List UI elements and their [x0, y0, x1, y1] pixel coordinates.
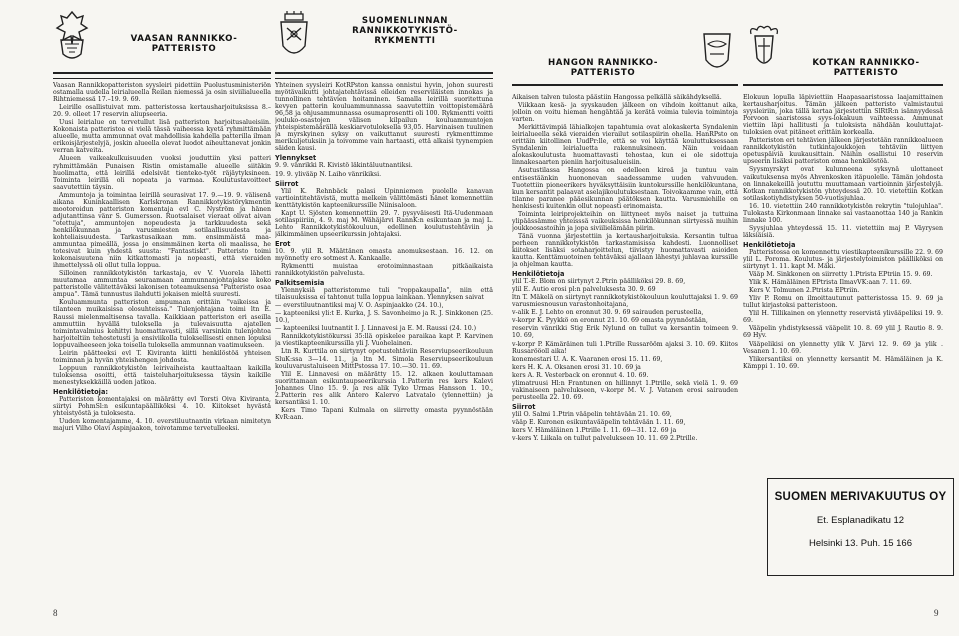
section-heading: Erot: [275, 239, 291, 248]
paragraph: Merkittävimpiä lähialkojen tapahtumia ovat alokaskerta Syndalenin leirialueella sekä vieraiden vierailut sotilaspiirin ohella. HanRPsto on erittäin kiitollinen UudPr:lle, että se voi käyttää kouluttuksessaan Syndalenin leirialuetta rakennuksineen. Näin voidaan alokaskoulutusta huomattavasti tehostaa, kun ei ole sidottuja linnakesaarten pieniin harjoitusalueisiin.: [512, 124, 738, 167]
section-header: [512, 6, 738, 82]
paragraph: Ltn R. Kurttila on siirtynyt opetustehtäviin Reserviupseerikouluun SluK:ssa 3—14. 11., ja ltn M. Simola Reserviupseerikouluun kouluvarustaluiseen MittPstossa 17. 10.—30. 11. 69.: [275, 348, 493, 370]
paragraph: Ylil E. Linnavesi on määrätty 15. 12. alkaen kouluttamaan suorittamaan esikuntaupseerikurssia 1.Patterin res kers Kalevi Johannes Uino 15. 9. ja res alik Tyko Urmas Hansson 1. 10., 2.Patterin res alik Antero Kalervo Latvatalo (ylennettiin) ja kersantiksi 1. 10.: [275, 370, 493, 406]
page-number-right: 9: [934, 608, 939, 618]
paragraph: kers H. K. A. Oksanen erosi 31. 10. 69 ja: [512, 363, 641, 371]
paragraph: Vääpelikisi on ylennetty ylik V. Järvi 12. 9. 69 ja ylik . Vesanen 1. 10. 69.: [743, 340, 943, 355]
paragraph: Ylil K. Rehnbäck palasi Upinniemen puolelle kanavan vartiointitehtävistä, mutta melkein välittömästi hänet komennettiin kenttätykistön kapteenikurssille Niinisaloon.: [275, 187, 493, 209]
paragraph: Silloinen rannikkotykistön tarkastaja, ev V. Vuorela lähetti muutamaa ammuntaa seuraamaan ammunnanjohtajakse koko patteristolle välitettäväksi lakonisen toteamuksensa "Patteristo osaa ampua". Tämä tunnustus ilahdutti jokaisen mieltä suuresti.: [53, 270, 271, 299]
paragraph: v-alik E. J. Lehto on eronnut 30. 9. 69 sairauden perusteella,: [512, 309, 704, 317]
paragraph: 19. 9. ylivääp N. Laiho vänrikiksi.: [275, 170, 382, 178]
paragraph: Uusi leirialue on tervetullut lisä patteriston harjoitusalueisiin. Kokonaista patteristoa ei vielä tässä vaiheessa kyetä ryhmittämään alueelle, mutta ammunnat ovat mahdollisia kahdella patterilla ilman erikoisjärjestelyjä, joskin alueella olevat luodot aiheuttanevat jonkin verran katveita.: [53, 119, 271, 155]
paragraph: kers A. R. Vesterback on eronnut 4. 10. 69.: [512, 371, 649, 379]
column-vaasa: [53, 6, 271, 636]
paragraph: Kers V. Tolmunen 2.Ptrista EPtriin.: [749, 287, 860, 295]
section-title-line: PATTERISTO: [151, 44, 217, 54]
paragraph: vääp E. Kuronen esikuntavääpelin tehtävään 1. 11. 69,: [512, 418, 686, 426]
section-header: [743, 6, 943, 82]
paragraph: Kouluammunta patteriston ampumaan erittäin "vaikeissa ja tilanteen muikaisissa olosuhteissa." Tulenjohtajana toimi ltn E. Raussi mielenmaltisensa tavalla. Kaikkiaan patteriston eri aseilla ammuttiin hyvällä tuloksella ja tulevaisuutta ajatellen toimintavalmius kehittyi huomattavasti, sillä varsinkin tulenjohtoa harjoiteltiin tehostetusti ja ensiviikolla tuloksellisesti ennen lopuksi loppuvaiheeseen joka toisella tuloksella ammunnan vaatimukseen.: [53, 299, 271, 349]
article-body: [743, 94, 943, 370]
section-heading: Palkitsemisia: [275, 279, 325, 288]
paragraph: Yliv P. Romu on ilmoittautunut patteristossa 15. 9. 69 ja tullut kirjastoksi patteristoon.: [743, 295, 943, 310]
paragraph: Patteristossa on komennettu viestikapteenikurssille 22. 9. 69 ylil L. Poroma. Koulutus- ja järjestelytoimiston päälliköksi on siirtynyt 1. 11. kapt M. Mäki.: [743, 248, 943, 271]
section-heading: Siirrot: [512, 402, 536, 411]
advertisement-box: [767, 478, 954, 576]
section-title-line: KOTKAN RANNIKKO-: [812, 58, 920, 68]
column-hanko: [512, 6, 738, 636]
section-heading: Ylennykset: [275, 154, 317, 163]
paragraph: Kers Timo Tapani Kulmala on siirretty omasta pyynnöstään KvR:aan.: [275, 406, 493, 421]
paragraph: Elokuun lopulla läpiviettiin Haapasaaristossa laajamittainen kertausharjoitus. Tämän jälkeen patteristo valmistautui syysleiriin, joka tällä kertaa järjestettiin SlRtR:n isännyydessä Porvoon saaristossa syys-lokakuun vaihteessa. Ammunat viettiin läpi hallitusti ja tuloksista nähdään kouluttajat-tuloksien ovat pitäneet erittäin korkealla.: [743, 94, 943, 137]
paragraph: Toiminta leiriprojekteihin on liittyneet myös naiset ja tuttuina ylipäässämme yhteisssä vaikeuksissa henkilökunnan siirtyessä muihin joukkoosastoihin ja jopa siviilielämään piirin.: [512, 210, 738, 232]
section-heading: Siirrot: [275, 179, 299, 188]
paragraph: Aikaisen talven tulosta päästiin Hangossa pelkällä säikähdyksellä.: [512, 94, 722, 101]
paragraph: ylil O. Salmi 1.Ptrin vääpelin tehtävään 21. 10. 69,: [512, 410, 672, 418]
paragraph: Rykmentti muistaa erotoiminnastaan pitkäaikaista rannikkotykistön palvelusta.: [275, 262, 493, 278]
paragraph: Tänä vuonna järjestettiin ja kertausharjoituksia. Kersantin tultua perheen rannikkotykistön tarkastamisissa kahdesti. Luonnolliset kiitokset lisäksi sotaharjoittelun, tiivistyy huomattavasti asioiden kautta. Kenttämuotoinen tehtäväksi ajallaan lähestyi juhlavaa kurssille ja ohjelman kautta.: [512, 232, 738, 269]
paragraph: Kapt U. Sjösten komennettiin 29. 7. pysyväisesti Itä-Uudenmaan sotilaspiiriin, 4. 9. maj M. Wähäjärvi RannK:n esikuntaan ja maj L. Lehto Rannikkotykistökouluun, edellinen koulutustehtäviin ja jälkimmäinen upseerikurssin johtajaksi.: [275, 209, 493, 238]
paragraph: — kapteeniksi yli:t E. Kurka, J. S. Savonheimo ja R. J. Sinkkonen (25. 10.),: [275, 310, 493, 325]
paragraph: Viikkaan kesä- ja syyskauden jälkeen on vihdoin koittanut aika, jolloin on voitu hieman hengähtää ja kerätä voimia tulevia toimintoja varten.: [512, 102, 738, 124]
paragraph: Patteriston komentajaksi on määrätty evl Torsti Oiva Kiviranta, siirtyi PohmSl:n esikuntapäälliköksi 4. 10. Kiitokset hyvästä yhteistyöstä ja tuloksesta.: [53, 395, 271, 418]
paragraph: Ylik K. Hämäläinen EPtrista IlmavVK:aan 7. 11. 69.: [749, 279, 912, 287]
section-title-line: RYKMENTTI: [374, 36, 436, 46]
paragraph: Ammuntoja ja toimintaa leirillä seurasivat 17. 9.—19. 9. välisenä aikana Kuninkaallisen Karlskronan Rannikkotykistörykmentin mootoroidun patteriston komentaja evl C. Nyström ja hänen adjutanttinsa vänr S. Gumersson. Ruotsalaiset vieraat olivat aivan "otettuja", ammuntojen nopeudesta ja tarkkuudesta sekä henkilökunnan ja varusmiesten sotilaallisuudesta ja kohteliaisuudesta. Tarkastusaikaan mm. ensimmäistä maa-ammuntaa pimeällä, jossa jo ensimmäinen kerta oli maalissa, he totesivat kuin yhdestä suusta: "Fantastiskt". Patteristo toimi kokonaisuutena niin kitkattomasti ja nopeasti, että vieraiden ihmettelyssä oli ollut tulla loppua.: [53, 191, 271, 270]
coat-of-arms-icon: [53, 10, 91, 62]
paragraph: Alueen vaikeakulkuisuuden vuoksi jouduttiin yksi patteri ryhmittämään Punaisen Ristin omistamalle alueelle siitäkin huolimatta, että leirillä edelsivät tienteko-työt räjäytyksineen. Toiminta leirillä oli nopeata ja varmaa. Koulutustavoitteet saavutettiin täysin.: [53, 155, 271, 191]
paragraph: 9. 9. vänrikki R. Kivistö läkintäluutnantiksi.: [275, 162, 413, 170]
paragraph: Syysmyrskyt ovat kulunneena syksynä ulottaneet vaikutuksensa myös Ahvenkosken itäpuolelle. Tämän johdosta on linnakekeillä joututtu muuttamaan vartioinnin järjestelyjä. Kotkan rannikkotykistön yhteydessä 20. 10. vietettiin Kotkan sotilaskotiyhdistyksen 50-vuotisjuhlaa.: [743, 166, 943, 202]
paragraph: 16. 10. vietettiin 240 rannikkotykistön rekrytin "tulojuhlaa". Tulokasta Kirkonmaan linnake sai vastaanottaa 140 ja Rankin linnake 100.: [743, 202, 943, 224]
paragraph: Vääp M. Sinkkonen on siirretty 1.Ptrista EPtriin 15. 9. 69.: [749, 271, 933, 279]
paragraph: ltn T. Mäkelä on siirtynyt rannikkotykistökouluun kouluttajaksi 1. 9. 69 varusmiesnousun varastonhoitajana,: [512, 294, 738, 309]
paragraph: Loppuun rannikkotykistön leirivaiheista kauttaaltaan kaikilla tuloksensa osoitti, että taisteluharjoituksessa täysin kaikille menestyksekkäillä uoden jatkoa.: [53, 364, 271, 386]
paragraph: Ylil H. Tillikainen on ylennetty reservistä ylivääpeliksi 19. 9. 69.: [743, 310, 943, 325]
paragraph: Yhteinen syysleiri KotRPston kanssa onnistui hyvin, johon suuresti myötävaikutti johtajatehtävissä olleiden reserviläisten innokas ja tunnollinen tehtävien hoitaminen. Samalla leirillä suoritettuna kevyen patterin kouluammunnassa saavutettiin voittopistemäärä 96,58 ja ohjusammunnassa osumaprosentti oli 100. Rykmentti voitti jouluko-osastojen välisen kilpailun kouluammuntojen yhteispistemäärällä keskiarvotuloksella 93,05. Harvinaisen tuulinen ja myrskyinen syksy on vaikuttanut suuresti rykmenttimme merikuljetuksiin ja toivomme vain hartaasti, että alkaisi tyynempien säiden kausi.: [275, 82, 493, 153]
paragraph: Vaasan Rannikkopatteriston syysleiri pidettiin Puolustusministeriön ostamalla uudella leirialueella Reilan niemessä ja osin siviilialueella Rihtniemessä 17.–19. 9. 69.: [53, 82, 271, 104]
paragraph: 10. 9. ylil R. Määttänen omasta anomuksestaan. 16. 12. on myönnetty ero sotmest A. Kankaalle.: [275, 247, 493, 262]
coat-of-arms-icon: [698, 28, 736, 80]
section-heading: Henkilötietoja: [743, 240, 796, 249]
paragraph: Leirin päätteeksi evl T. Kiviranta kiitti henkilöstöä yhteisen toiminnan ja hyvän yhteishengen johdosta.: [53, 349, 271, 364]
paragraph: Leirille osallistuivat mm. patteristossa kertausharjoituksissa 8.–20. 9. olleet 17 reservin aliupseeria.: [53, 104, 271, 119]
section-header: [275, 6, 493, 82]
advertiser-name: SUOMEN MERIVAKUUTUS OY: [774, 491, 947, 503]
coat-of-arms-icon: [745, 24, 783, 76]
advertiser-address: Et. Esplanadikatu 12: [816, 515, 905, 526]
paragraph: reservin vänrikki Stig Erik Nylund on tullut va kersantin toimeen 9. 10. 69,: [512, 325, 738, 340]
paragraph: v-kers Y. Liikala on tullut palvelukseen 10. 11. 69 2.Ptrille.: [512, 435, 698, 443]
paragraph: Vääpelin yhdistyksessä vääpelit 10. 8. 69 ylil J. Rautio 8. 9. 69 Hyv.: [743, 325, 943, 340]
paragraph: Patteriston eri tehtävien jälkeen järjestetään rannikkoalueen rannikkotykistön tutkintajoukkojen tehtäviin liittyen opetuspäiviä kuukausittain. Näihin osallistui 10 reservin upseerin lisäksi patteriston omaa henkilöstöä.: [743, 137, 943, 166]
paragraph: Ylikersantiksi on ylennetty kersantit M. Hämäläinen ja K. Kämppi 1. 10. 69.: [743, 355, 943, 370]
paragraph: Ylennyksiä patteristomme tuli "roppakaupalla", niin että tilaisuuksissa ei tahtonut tulla loppua lainkaan. Ylennyksen saivat: [275, 287, 493, 302]
paragraph: v-korpr P. Kämäräinen tuli 1.Ptrille Russarööm ajaksi 3. 10. 69. Kiitos Russarööoll aika!: [512, 340, 738, 355]
column-suomenlinna: [275, 6, 493, 636]
section-title-line: PATTERISTO: [833, 68, 899, 78]
paragraph: konemestari U. A. K. Vaaranen erosi 15. 11. 69,: [512, 355, 663, 363]
paragraph: ylil T.-E. Blom on siirtynyt 2.Ptrin päälliköksi 29. 8. 69,: [512, 278, 686, 286]
paragraph: — everstiluutnantiksi maj V. O. Aspinjaakko (24. 10.),: [275, 302, 444, 310]
paragraph: — kapteeniksi luutnantit I. J. Linnavesi ja E. M. Raussi (24. 10.): [275, 325, 477, 333]
page-number-left: 8: [53, 608, 58, 618]
article-body: [53, 82, 271, 432]
section-title-line: SUOMENLINNAN: [361, 16, 449, 26]
article-body: [275, 82, 493, 421]
paragraph: ylimatruusi Hl:n Frantunen on hillinnyt 1.Ptrille, sekä vielä 1. 9. 69 vakinaiseen palvelukseen, v-korpr M. V. J. Vatanen erosi sairauden perusteella 22. 10. 69.: [512, 379, 738, 401]
section-title-line: VAASAN RANNIKKO-: [130, 34, 238, 44]
paragraph: Uuden komentajamme, 4. 10. everstiluutnantin virkaan nimitetyn majuri Vilho Olavi Aspinjaakon, toivotamme tervetulleeksi.: [53, 418, 271, 433]
paragraph: Syysjuhlaa yhteydessä 15. 11. vietettiin maj P. Väyrysen läksiäisiä.: [743, 224, 943, 239]
section-title-line: PATTERISTO: [570, 68, 636, 78]
paragraph: ylil E. Autio erosi pl:n palveluksesta 30. 9. 69: [512, 286, 656, 294]
paragraph: v-korpr K. Pyykkö on eronnut 21. 10. 69 omasta pyynnöstään,: [512, 317, 708, 325]
paragraph: Rannikkotykistökurssi 35:llä opiskelee paraikaa kapt P. Karvinen ja viestikapteenikurssilla yli J. Vuohelainen.: [275, 333, 493, 348]
section-header: [53, 6, 271, 82]
advertiser-phone: Helsinki 13. Puh. 15 166: [809, 538, 912, 549]
section-heading: Henkilötietoja:: [53, 387, 109, 396]
section-heading: Henkilötietoja: [512, 270, 565, 279]
paragraph: Asutustilassa Hangossa on edelleen kireä ja tuntuu vain entisestäänkin huononevan saadessamme uuden vahvuuden. Tuotettiin pioneerikers hyväksyttäisiin kuntokurssille henkilökuntana, kun kersantit palaavat aselajikoulutuksestaan. Toivokaamme vain, että tilanne paranee pääesikunnan päätöksen kautta. Varusmiehille on henkisesti kuitenkin ollut nopeasti erinomaista.: [512, 167, 738, 210]
section-title-line: RANNIKKOTYKISTÖ-: [352, 26, 458, 36]
section-title-line: HANGON RANNIKKO-: [548, 58, 658, 68]
coat-of-arms-icon: [275, 10, 313, 62]
article-body: [512, 94, 738, 442]
paragraph: kers V. Hämäläinen 1.Ptrille 1. 11. 69—31. 12. 69 ja: [512, 426, 677, 434]
